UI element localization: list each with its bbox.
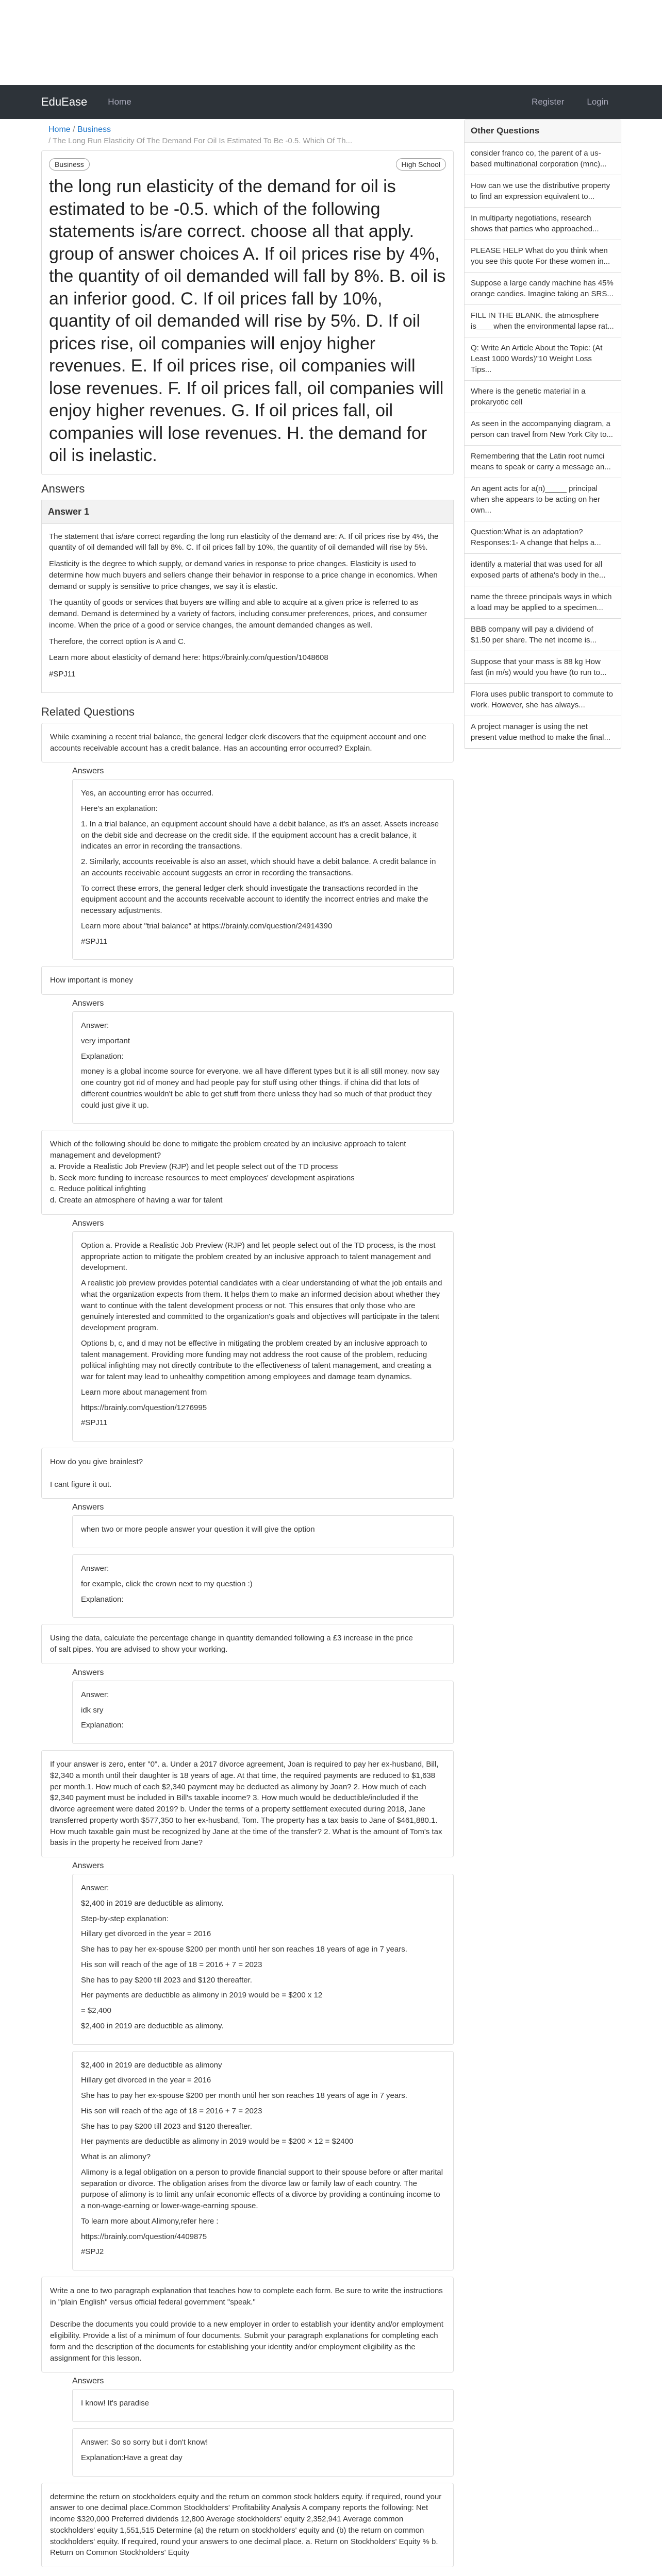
- other-question-link[interactable]: How can we use the distributive property to find an expression equivalent to...: [465, 175, 621, 208]
- answer-line: Option a. Provide a Realistic Job Preview (RJP) and let people select out of the TD process, is the most appropriate action to mitigate the problem created by an inclusive approach to talent management and development.: [81, 1241, 436, 1273]
- sidebar: [464, 119, 621, 749]
- related-answer: [72, 779, 454, 960]
- other-question-link[interactable]: In multiparty negotiations, research shows that parties who approached...: [465, 208, 621, 240]
- answer-1-title: Answer 1: [41, 500, 454, 524]
- answers-label: Answers: [72, 999, 104, 1008]
- related-question[interactable]: How important is money: [41, 966, 454, 995]
- related-question[interactable]: determine the return on stockholders equity and the return on common stock holders equity. if required, round your answer to one decimal place.Common Stockholders' Profitability Analysis A company reports the following: Net income $320,000 Preferred dividends 12,800 Average stockholders' equity 2,352,941 Average common stockholders' equity 1,551,515 Determine (a) the return on stockholders' equity and (b) the return on common stockholders' equity. If required, round your answers to one decimal place. a. Return on Stockholders' Equity % b. Return on Common Stockholders' Equity: [41, 2483, 454, 2568]
- answer-line: Alimony is a legal obligation on a person to provide financial support to their spouse before or after marital separation or divorce. The obligation arises from the divorce law or family law of each country. The purpose of alimony is to limit any unfair economic effects of a divorce by providing a continuing income to a non-wage-earning or lower-wage-earning spouse.: [81, 2167, 443, 2211]
- related-answer: [72, 1231, 454, 1442]
- answer-line: Answer:: [81, 1021, 109, 1030]
- nav-login-link[interactable]: Login: [587, 97, 608, 107]
- top-navbar: [0, 85, 662, 119]
- question-text: the long run elasticity of the demand for oil is estimated to be -0.5. which of the following statements is/are correct. choose all that apply. group of answer choices A. If oil prices rise by 4%, the quantity of oil demanded will fall by 8%. B. oil is an inferior good. C. If oil prices fall by 10%, quantity of oil demanded will rise by 5%. D. If oil prices rise, oil companies will enjoy higher revenues. E. If oil prices rise, oil companies will lose revenues. F. If oil prices fall, oil companies will enjoy higher revenues. G. If oil prices fall, oil companies will lose revenues. H. the demand for oil is inelastic.: [49, 177, 446, 466]
- related-answer: [72, 1874, 454, 2045]
- answer-line: #SPJ11: [81, 1418, 108, 1428]
- answer-line: when two or more people answer your question it will give the option: [81, 1525, 315, 1534]
- level-badge: High School: [396, 158, 446, 171]
- answer-line: #SPJ2: [81, 2247, 104, 2257]
- answers-label: Answers: [72, 1503, 104, 1512]
- answer-line: Step-by-step explanation:: [81, 1914, 169, 1923]
- answer-line: She has to pay her ex-spouse $200 per month until her son reaches 18 years of age in 7 years.: [81, 2091, 407, 2100]
- answer-line: for example, click the crown next to my question :): [81, 1579, 253, 1588]
- other-question-link[interactable]: consider franco co, the parent of a us-based multinational corporation (mnc)...: [465, 143, 621, 175]
- related-answer: [72, 1681, 454, 1744]
- nav-register-link[interactable]: Register: [532, 97, 565, 107]
- breadcrumb-business[interactable]: Business: [77, 125, 111, 134]
- answer-paragraph: #SPJ11: [49, 670, 76, 679]
- related-question[interactable]: Using the data, calculate the percentage change in quantity demanded following a £3 increase in the price of salt pipes. You are advised to show your working.: [41, 1624, 454, 1664]
- answer-line: To learn more about Alimony,refer here :: [81, 2216, 219, 2226]
- answers-label: Answers: [72, 1861, 104, 1871]
- answer-line: #SPJ11: [81, 937, 108, 946]
- related-answer: [72, 1515, 454, 1548]
- answer-line: $2,400 in 2019 are deductible as alimony.: [81, 1899, 224, 1908]
- answer-line: money is a global income source for everyone. we all have different types but it is all still money. now say one country got rid of money and had people pay for stuff using other things. if china did that lots of different countries wouldn't be able to get stuff from there unless they had so much of that product they could just give it up.: [81, 1067, 440, 1110]
- other-question-link[interactable]: Where is the genetic material in a prokaryotic cell: [465, 381, 621, 413]
- subject-badge[interactable]: Business: [49, 158, 90, 171]
- other-question-link[interactable]: As seen in the accompanying diagram, a person can travel from New York City to...: [465, 413, 621, 446]
- other-question-link[interactable]: Remembering that the Latin root numci means to speak or carry a message an...: [465, 446, 621, 478]
- related-answer: [72, 1011, 454, 1124]
- other-questions-heading: Other Questions: [465, 120, 621, 143]
- answer-1-body: [41, 524, 454, 693]
- answer-line: She has to pay $200 till 2023 and $120 thereafter.: [81, 1975, 252, 1985]
- other-question-link[interactable]: Question:What is an adaptation? Responses:1- A change that helps a...: [465, 521, 621, 554]
- answer-line: https://brainly.com/question/4409875: [81, 2232, 207, 2241]
- related-question[interactable]: Write a one to two paragraph explanation that teaches how to complete each form. Be sure to write the instructions in "plain English" versus official federal government "speak." Describe the documents you could provide to a new employer in order to establish your identity and/or employment eligibility. Provide a list of a minimum of four documents. Submit your paragraph explanations for completing each form and the description of the documents for establishing your identity and/or employment eligibility as the assignment for this lesson.: [41, 2277, 454, 2372]
- answer-line: Answer: So so sorry but i don't know!: [81, 2438, 208, 2447]
- answer-paragraph: Therefore, the correct option is A and C.: [49, 637, 186, 646]
- breadcrumb-question: / The Long Run Elasticity Of The Demand For Oil Is Estimated To Be -0.5. Which Of Th...: [48, 137, 353, 145]
- related-answer: [72, 2428, 454, 2477]
- other-question-link[interactable]: Suppose that your mass is 88 kg How fast (in m/s) would you have (to run to...: [465, 651, 621, 684]
- answer-paragraph: The quantity of goods or services that buyers are willing and able to acquire at a given price is referred to as demand. Demand is determined by a variety of factors, including consumer preferences, prices, and consumer income. When the price of a good or service changes, the amount demanded changes as well.: [49, 598, 427, 630]
- answer-line: idk sry: [81, 1705, 104, 1715]
- answer-line: Explanation:: [81, 1721, 124, 1730]
- answer-line: 1. In a trial balance, an equipment account should have a debit balance, as it's an asset. Assets increase on the debit side and decrease on the credit side. If the equipment account has a credit balance, it indicates an error in recording the transactions.: [81, 819, 439, 851]
- related-questions: [41, 723, 454, 2567]
- answer-line: Answer:: [81, 1884, 109, 1893]
- answer-line: Explanation:: [81, 1052, 124, 1061]
- answer-line: https://brainly.com/question/1276995: [81, 1403, 207, 1412]
- answers-label: Answers: [72, 1218, 104, 1228]
- answer-paragraph: Elasticity is the degree to which supply, or demand varies in response to price changes. Elasticity is used to determine how much buyers and sellers change their behavior in response to a price change in economics. When demand or supply is sensitive to price changes, we say it is elastic.: [49, 560, 438, 591]
- answer-line: Explanation:: [81, 1595, 124, 1604]
- other-question-link[interactable]: A project manager is using the net present value method to make the final...: [465, 716, 621, 749]
- answers-label: Answers: [72, 1668, 104, 1677]
- breadcrumb: [41, 119, 454, 134]
- related-question[interactable]: While examining a recent trial balance, the general ledger clerk discovers that the equipment account and one accounts receivable account has a credit balance. Has an accounting error occurred? Explain.: [41, 723, 454, 763]
- answer-line: Answer:: [81, 1690, 109, 1699]
- other-question-link[interactable]: FILL IN THE BLANK. the atmosphere is____when the environmental lapse rat...: [465, 305, 621, 337]
- answer-line: His son will reach of the age of 18 = 2016 + 7 = 2023: [81, 2106, 262, 2115]
- answer-line: Hillary get divorced in the year = 2016: [81, 2076, 211, 2085]
- question-card: [41, 150, 454, 475]
- answers-heading: Answers: [41, 482, 85, 495]
- brand-logo[interactable]: EduEase: [41, 95, 88, 108]
- other-question-link[interactable]: identify a material that was used for all exposed parts of athena's body in the...: [465, 554, 621, 586]
- other-question-link[interactable]: name the threee principals ways in which a load may be applied to a specimen...: [465, 586, 621, 619]
- related-answer: [72, 1554, 454, 1618]
- answer-line: What is an alimony?: [81, 2153, 151, 2162]
- answer-line: She has to pay $200 till 2023 and $120 thereafter.: [81, 2122, 252, 2131]
- other-question-link[interactable]: Flora uses public transport to commute to work. However, she has always...: [465, 684, 621, 716]
- other-question-link[interactable]: BBB company will pay a dividend of $1.50 per share. The net income is...: [465, 619, 621, 651]
- other-questions-box: [464, 119, 621, 749]
- related-answer: [72, 2389, 454, 2422]
- answer-line: To correct these errors, the general ledger clerk should investigate the transactions recorded in the equipment account and the accounts receivable account to identify the incorrect entries and make the necessary adjustments.: [81, 884, 428, 916]
- breadcrumb-home[interactable]: Home: [48, 125, 71, 134]
- related-question[interactable]: Which of the following should be done to mitigate the problem created by an inclusive approach to talent management and development? a. Provide a Realistic Job Preview (RJP) and let people select out of the TD process b. Seek more funding to increase resources to meet employees' development aspirations c. Reduce political infighting d. Create an atmosphere of having a war for talent: [41, 1130, 454, 1215]
- answer-line: She has to pay her ex-spouse $200 per month until her son reaches 18 years of age in 7 years.: [81, 1945, 407, 1954]
- main-content: [41, 119, 454, 2571]
- answer-line: very important: [81, 1036, 130, 1045]
- other-question-link[interactable]: Q: Write An Article About the Topic: (At Least 1000 Words)"10 Weight Loss Tips...: [465, 337, 621, 381]
- answer-line: Her payments are deductible as alimony in 2019 would be = $200 x 12: [81, 1991, 323, 2000]
- other-question-link[interactable]: PLEASE HELP What do you think when you see this quote For these women in...: [465, 240, 621, 273]
- answer-line: Answer:: [81, 1564, 109, 1573]
- nav-home-link[interactable]: Home: [108, 97, 131, 107]
- answer-line: Explanation:Have a great day: [81, 2453, 183, 2462]
- answer-line: I know! It's paradise: [81, 2399, 150, 2408]
- related-question[interactable]: How do you give brainlest? I cant figure it out.: [41, 1448, 454, 1499]
- answer-line: Her payments are deductible as alimony in 2019 would be = $200 × 12 = $2400: [81, 2137, 354, 2146]
- answer-line: A realistic job preview provides potential candidates with a clear understanding of what the job entails and what the organization expects from them. It helps them to make an informed decision about whether they want to continue with the talent development process or not. This ensures that only those who are genuinely interested and committed to the organization's goals and objectives will participate in the talent development program.: [81, 1279, 442, 1333]
- answer-line: Here's an explanation:: [81, 804, 158, 814]
- other-question-link[interactable]: Suppose a large candy machine has 45% orange candies. Imagine taking an SRS...: [465, 273, 621, 305]
- answer-line: Hillary get divorced in the year = 2016: [81, 1929, 211, 1939]
- answers-label: Answers: [72, 767, 104, 776]
- answer-line: Learn more about "trial balance" at https://brainly.com/question/24914390: [81, 921, 333, 930]
- answer-line: 2. Similarly, accounts receivable is also an asset, which should have a debit balance. A credit balance in an accounts receivable account suggests an error in recording the transactions.: [81, 857, 436, 877]
- breadcrumb-sep: /: [73, 125, 75, 134]
- answers-label: Answers: [72, 2377, 104, 2386]
- answer-paragraph: Learn more about elasticity of demand here: https://brainly.com/question/1048608: [49, 653, 328, 663]
- answer-line: = $2,400: [81, 2006, 111, 2015]
- related-question[interactable]: If your answer is zero, enter "0". a. Under a 2017 divorce agreement, Joan is required to pay her ex-husband, Bill, $2,340 a month until their daughter is 18 years of age. At that time, the required payments are reduced to $1,638 per month.1. How much of each $2,340 payment may be deducted as alimony by Joan? 2. How much of each $2,340 payment must be included in Bill's taxable income? 3. How much would be deductible/included if the divorce agreement were dated 2019? b. Under the terms of a property settlement executed during 2018, Jane transferred property worth $577,350 to her ex-husband, Tom. The property has a tax basis to Jane of $461,880.1. How much taxable gain must be recognized by Jane at the time of the transfer? 2. What is the amount of Tom's tax basis in the property he received from Jane?: [41, 1750, 454, 1857]
- answer-line: $2,400 in 2019 are deductible as alimony: [81, 2060, 222, 2070]
- answer-line: Options b, c, and d may not be effective in mitigating the problem created by an inclusive approach to talent management. Providing more funding may not address the root cause of the problem, reducing political infighting may not directly contribute to the effectiveness of talent management, and creating a war for talent may lead to unhealthy competition among employees and damage team dynamics.: [81, 1338, 432, 1382]
- related-answer: [72, 2051, 454, 2271]
- answer-line: Learn more about management from: [81, 1387, 207, 1397]
- answer-line: $2,400 in 2019 are deductible as alimony.: [81, 2021, 224, 2030]
- answer-paragraph: The statement that is/are correct regarding the long run elasticity of the demand are: A. If oil prices rise by 4%, the quantity of oil demanded will fall by 8%. C. If oil prices fall by 10%, the quantity of oil demanded will rise by 5%.: [49, 532, 439, 552]
- other-question-link[interactable]: An agent acts for a(n)_____ principal when she appears to be acting on her own...: [465, 478, 621, 521]
- answer-line: His son will reach of the age of 18 = 2016 + 7 = 2023: [81, 1960, 262, 1969]
- related-heading: Related Questions: [41, 705, 135, 718]
- answer-line: Yes, an accounting error has occurred.: [81, 789, 214, 798]
